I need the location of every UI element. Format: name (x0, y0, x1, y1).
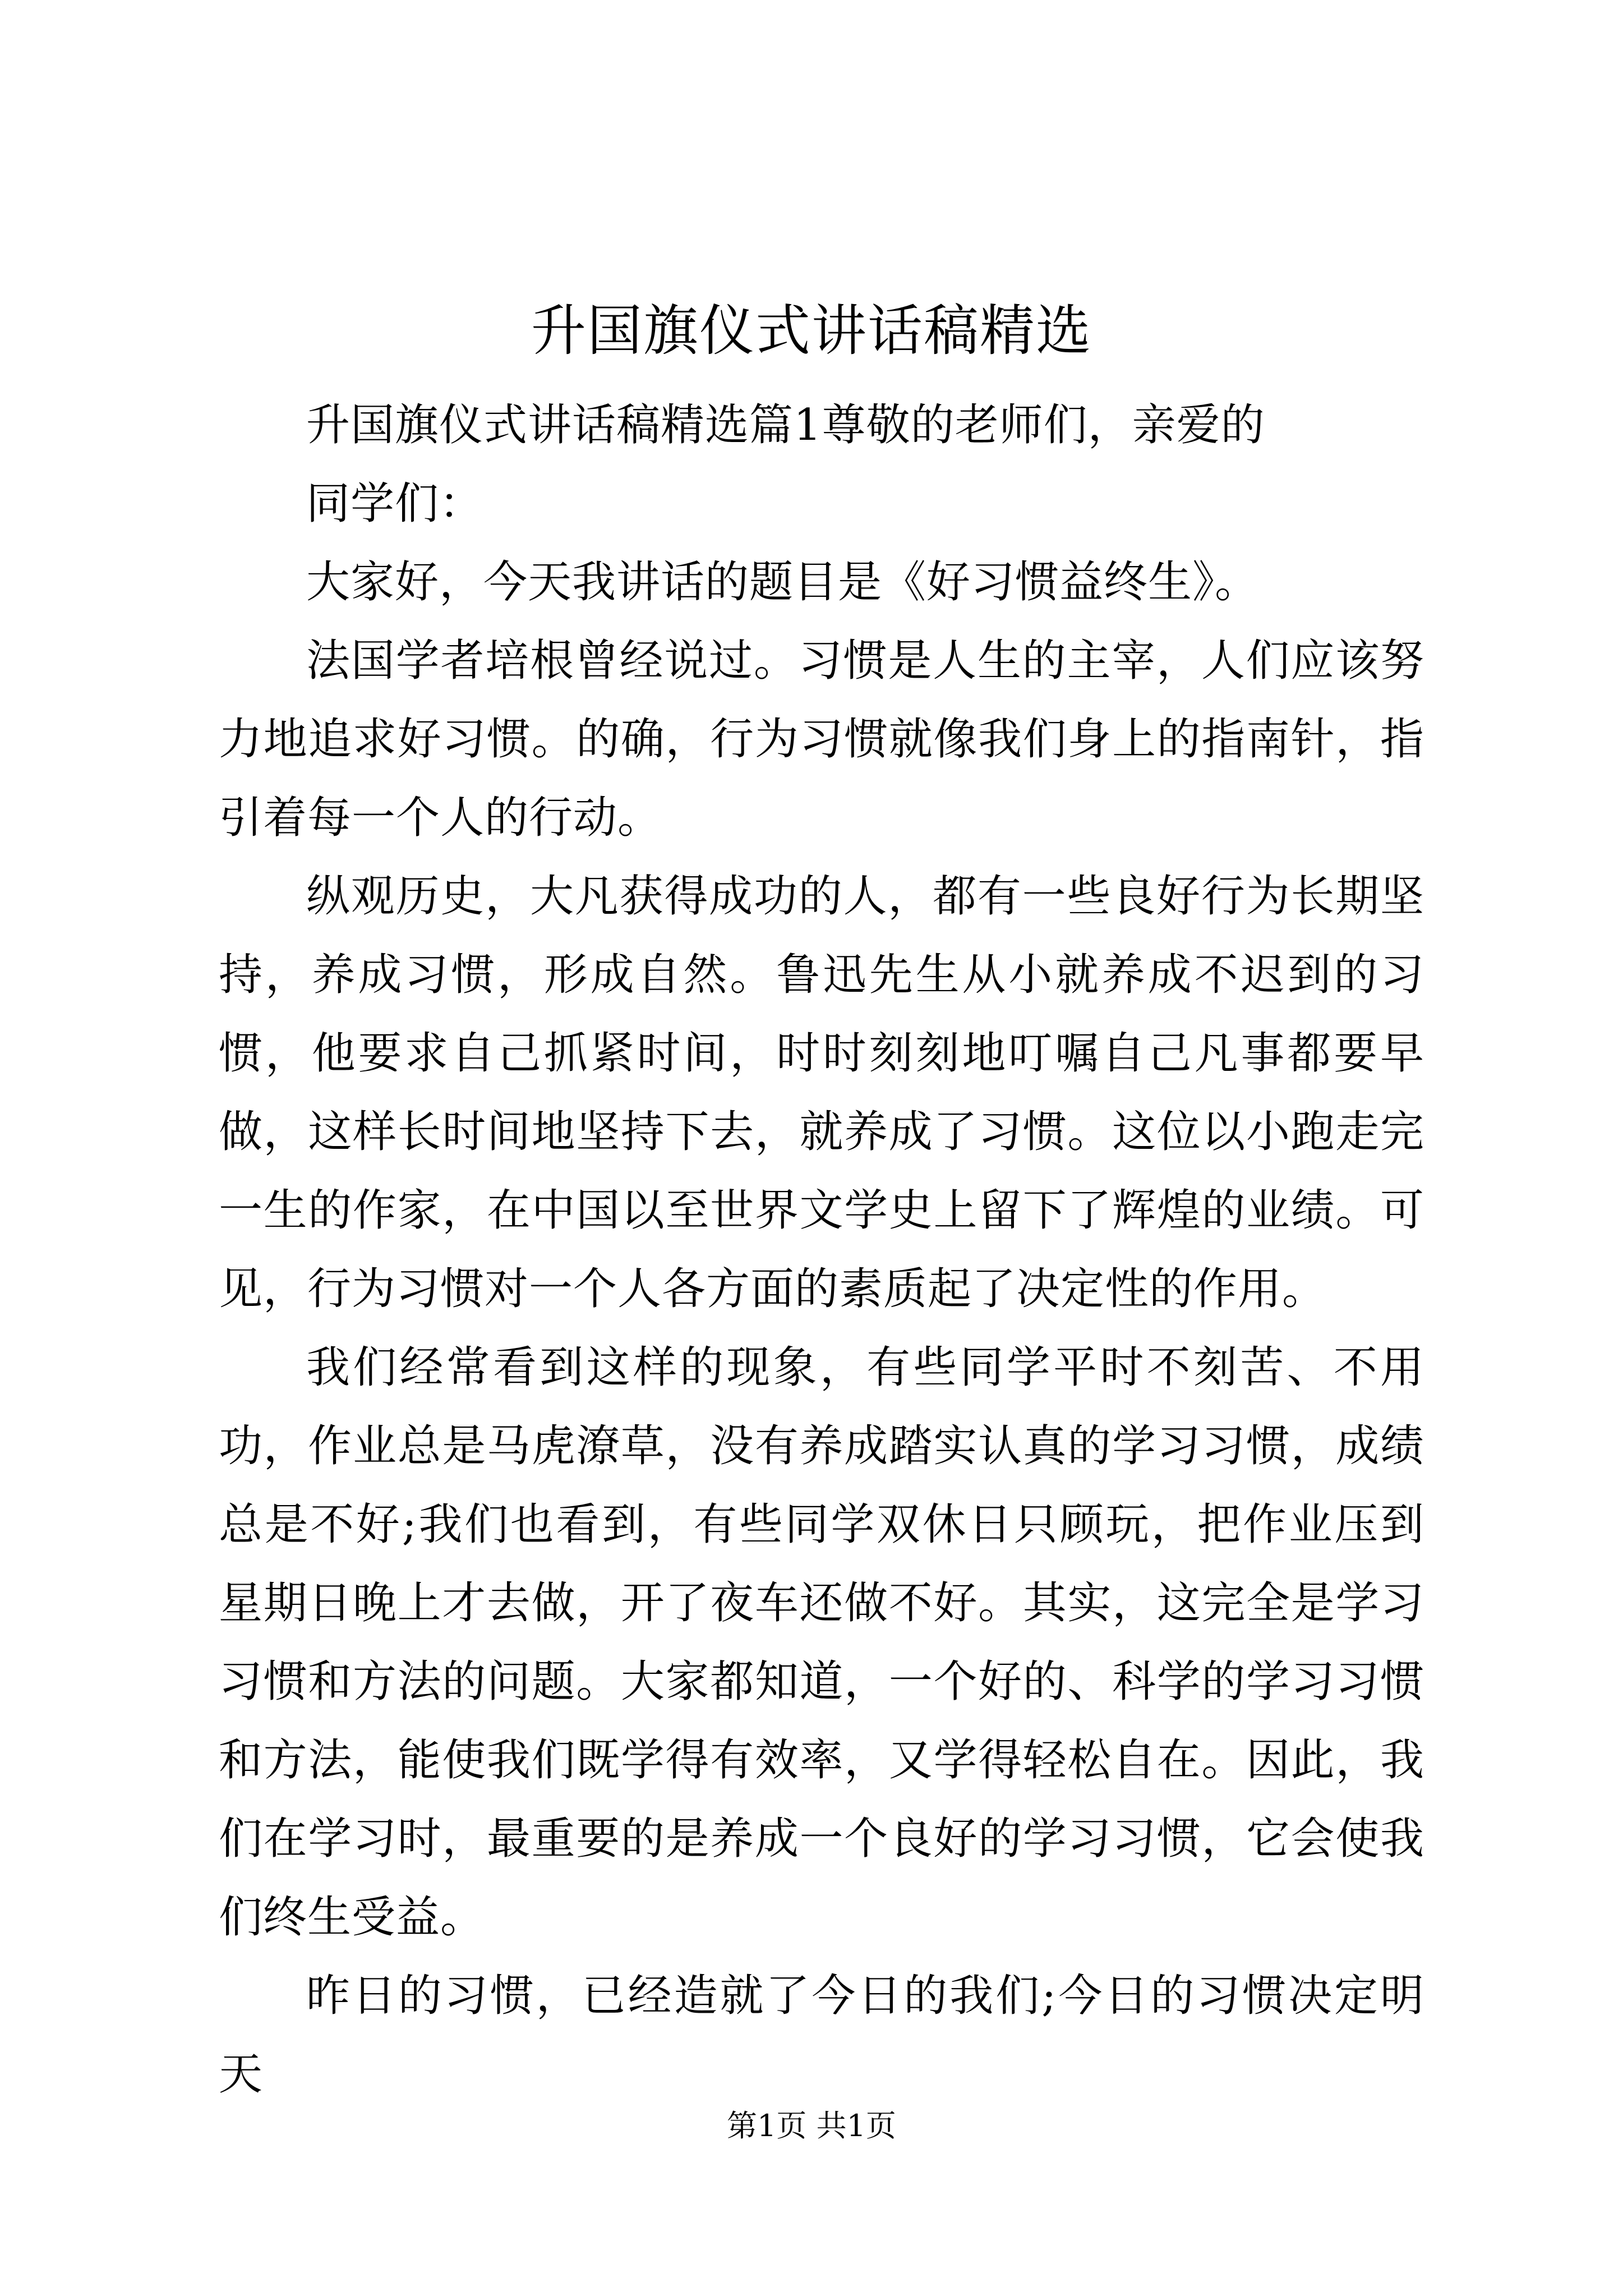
paragraph-history: 纵观历史，大凡获得成功的人，都有一些良好行为长期坚持，养成习惯，形成自然。鲁迅先生从小就养成不迟到的习惯，他要求自己抓紧时间，时时刻刻地叮嘱自己凡事都要早做，这样长时间地坚持下去，就养成了习惯。这位以小跑走完一生的作家，在中国以至世界文学史上留下了辉煌的业绩。可见，行为习惯对一个人各方面的素质起了决定性的作用。 (219, 871, 1424, 1314)
document-title: 升国旗仪式讲话稿精选 (531, 299, 1092, 363)
paragraph-yesterday: 昨日的习惯，已经造就了今日的我们;今日的习惯决定明天 (219, 1971, 1424, 2100)
document-body (219, 386, 1424, 2114)
paragraph-bacon-quote: 法国学者培根曾经说过。习惯是人生的主宰，人们应该努力地追求好习惯。的确，行为习惯就像我们身上的指南针，指引着每一个人的行动。 (219, 636, 1424, 843)
page-footer: 第1页 共1页 (727, 2108, 896, 2143)
paragraph-salutation: 升国旗仪式讲话稿精选篇1尊敬的老师们，亲爱的 (306, 400, 1265, 450)
paragraph-study-habits: 我们经常看到这样的现象，有些同学平时不刻苦、不用功，作业总是马虎潦草，没有养成踏实认真的学习习惯，成绩总是不好;我们也看到，有些同学双休日只顾玩，把作业压到星期日晚上才去做，开了夜车还做不好。其实，这完全是学习习惯和方法的问题。大家都知道，一个好的、科学的学习习惯和方法，能使我们既学得有效率，又学得轻松自在。因此，我们在学习时，最重要的是养成一个良好的学习习惯，它会使我们终生受益。 (219, 1342, 1424, 1943)
paragraph-salutation-cont: 同学们： (306, 478, 484, 529)
paragraph-greeting: 大家好，今天我讲话的题目是《好习惯益终生》。 (306, 557, 1260, 608)
